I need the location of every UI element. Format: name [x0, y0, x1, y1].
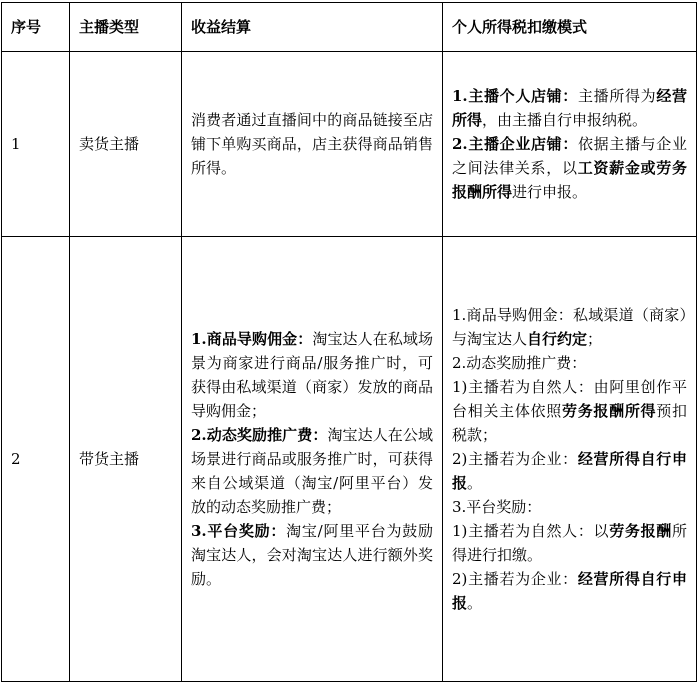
row-settlement: 消费者通过直播间中的商品链接至店铺下单购买商品，店主获得商品销售所得。: [182, 52, 443, 237]
tax-emphasis: 经营所得自行申报: [452, 570, 687, 612]
settlement-text: 淘宝达人在公域场景进行商品或服务推广时，可获得来自公域渠道（淘宝/阿里平台）发放的动态奖励推广费；: [191, 426, 433, 516]
header-tax-mode: 个人所得税扣缴模式: [443, 3, 697, 52]
tax-text: 预扣税款；: [452, 402, 687, 444]
tax-paragraph: [452, 519, 687, 567]
tax-paragraph: 2.动态奖励推广费：: [452, 354, 587, 372]
settlement-paragraph: [191, 519, 433, 591]
tax-emphasis: 劳务报酬: [609, 522, 672, 540]
settlement-paragraph: [191, 423, 433, 519]
tax-paragraph: [452, 447, 687, 495]
tax-text: 2)主播若为企业：: [452, 570, 578, 588]
row-type: 带货主播: [70, 237, 182, 682]
tax-paragraph: [452, 375, 687, 447]
row-tax-mode: [443, 52, 697, 237]
tax-text: 进行申报。: [512, 183, 588, 201]
row-settlement: [182, 237, 443, 682]
row-tax-mode: [443, 237, 697, 682]
tax-emphasis: 经营所得自行申报: [452, 450, 687, 492]
tax-paragraph: [452, 132, 687, 204]
tax-paragraph: [452, 303, 687, 351]
tax-heading: 1.主播个人店铺：: [452, 87, 578, 105]
table-row: [2, 52, 697, 237]
settlement-heading: 1.商品导购佣金：: [191, 330, 313, 348]
settlement-heading: 3.平台奖励：: [191, 522, 287, 540]
tax-table: [1, 2, 697, 682]
settlement-text: 淘宝/阿里平台为鼓励淘宝达人，会对淘宝达人进行额外奖励。: [191, 522, 433, 588]
tax-emphasis: 经营所得: [452, 87, 687, 129]
tax-text: ；: [587, 330, 603, 348]
header-settlement: 收益结算: [182, 3, 443, 52]
tax-text: ，由主播自行申报纳税。: [482, 111, 648, 129]
tax-paragraph: 3.平台奖励：: [452, 498, 542, 516]
tax-text: 1)主播若为自然人：以: [452, 522, 610, 540]
tax-text: 主播所得为: [577, 87, 657, 105]
header-index: 序号: [2, 3, 70, 52]
tax-paragraph: [452, 567, 687, 615]
table-row: [2, 237, 697, 682]
header-row: [2, 3, 697, 52]
tax-text: 所得进行扣缴。: [452, 522, 687, 564]
row-type: 卖货主播: [70, 52, 182, 237]
tax-text: 。: [467, 474, 483, 492]
tax-text: 1)主播若为自然人：由阿里创作平台相关主体依照: [452, 378, 687, 420]
tax-text: 依据主播与企业之间法律关系，以: [452, 135, 687, 177]
tax-emphasis: 自行约定: [527, 330, 588, 348]
settlement-text: 淘宝达人在私域场景为商家进行商品/服务推广时，可获得由私域渠道（商家）发放的商品导购佣金；: [191, 330, 433, 420]
settlement-heading: 2.动态奖励推广费：: [191, 426, 328, 444]
tax-heading: 2.主播企业店铺：: [452, 135, 578, 153]
settlement-paragraph: [191, 327, 433, 423]
header-type: 主播类型: [70, 3, 182, 52]
tax-text: 2)主播若为企业：: [452, 450, 578, 468]
tax-text: 。: [467, 594, 483, 612]
tax-emphasis: 工资薪金或劳务报酬所得: [452, 159, 687, 201]
tax-emphasis: 劳务报酬所得: [561, 402, 657, 420]
tax-paragraph: [452, 84, 687, 132]
tax-text: 1.商品导购佣金：私域渠道（商家）与淘宝达人: [452, 306, 687, 348]
row-index: 1: [2, 52, 70, 237]
row-index: 2: [2, 237, 70, 682]
